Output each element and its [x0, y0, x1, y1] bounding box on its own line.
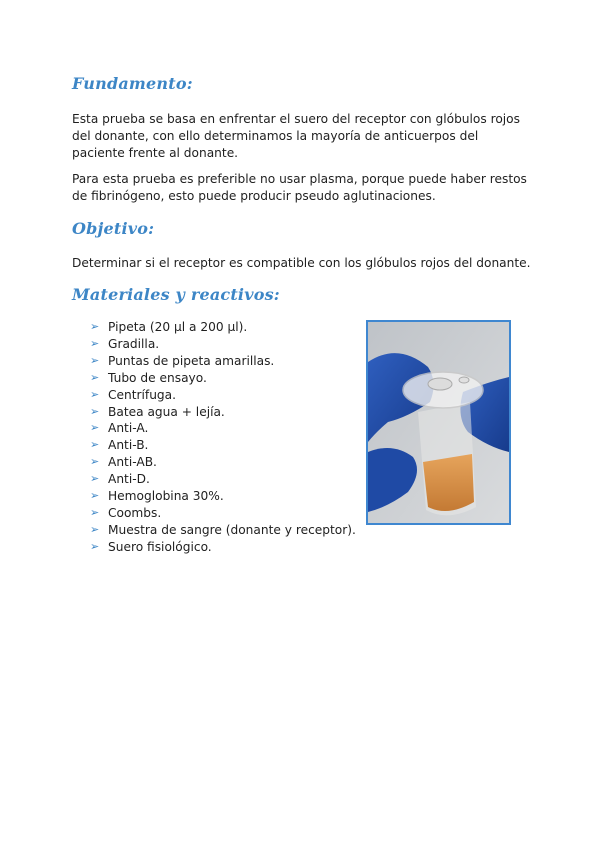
list-item-text: Batea agua + lejía. — [108, 404, 225, 419]
list-item — [90, 488, 356, 505]
heading-fundamento: Fundamento: — [72, 74, 193, 93]
list-item-text: Anti-A. — [108, 421, 149, 436]
arrow-bullet-icon: ➢ — [90, 455, 100, 469]
list-item-text: Puntas de pipeta amarillas. — [108, 353, 275, 368]
list-item — [90, 404, 356, 421]
list-item — [90, 353, 356, 370]
list-item-text: Muestra de sangre (donante y receptor). — [108, 522, 356, 537]
tube-photo — [366, 320, 511, 525]
list-item — [90, 319, 356, 336]
arrow-bullet-icon: ➢ — [90, 387, 100, 401]
arrow-bullet-icon: ➢ — [90, 539, 100, 553]
heading-materiales: Materiales y reactivos: — [72, 285, 280, 304]
list-item-text: Anti-B. — [108, 438, 149, 453]
list-item-text: Coombs. — [108, 505, 162, 520]
list-item — [90, 522, 356, 539]
paragraph-fundamento-1: Esta prueba se basa en enfrentar el suero del receptor con glóbulos rojos del donante, con ello determinamos la mayoría de anticuerpos del paciente frente al donante. — [72, 112, 520, 160]
list-item-text: Hemoglobina 30%. — [108, 489, 224, 504]
list-item — [90, 370, 356, 387]
heading-objetivo: Objetivo: — [72, 219, 155, 238]
materials-list — [90, 319, 356, 556]
list-item-text: Tubo de ensayo. — [108, 370, 207, 385]
list-item — [90, 471, 356, 488]
list-item — [90, 437, 356, 454]
list-item-text: Suero fisiológico. — [108, 539, 212, 554]
arrow-bullet-icon: ➢ — [90, 336, 100, 350]
list-item — [90, 336, 356, 353]
arrow-bullet-icon: ➢ — [90, 438, 100, 452]
list-item — [90, 420, 356, 437]
arrow-bullet-icon: ➢ — [90, 522, 100, 536]
arrow-bullet-icon: ➢ — [90, 505, 100, 519]
list-item — [90, 454, 356, 471]
list-item-text: Pipeta (20 µl a 200 µl). — [108, 320, 248, 334]
paragraph-fundamento-2: Para esta prueba es preferible no usar plasma, porque puede haber restos de fibrinógeno, esto puede producir pseudo aglutinaciones. — [72, 172, 527, 203]
arrow-bullet-icon: ➢ — [90, 404, 100, 418]
arrow-bullet-icon: ➢ — [90, 489, 100, 503]
arrow-bullet-icon: ➢ — [90, 320, 100, 333]
list-item — [90, 387, 356, 404]
list-item — [90, 539, 356, 556]
paragraph-objetivo: Determinar si el receptor es compatible con los glóbulos rojos del donante. — [72, 256, 531, 270]
arrow-bullet-icon: ➢ — [90, 421, 100, 435]
arrow-bullet-icon: ➢ — [90, 472, 100, 486]
list-item-text: Anti-D. — [108, 472, 150, 487]
list-item — [90, 505, 356, 522]
list-item-text: Anti-AB. — [108, 455, 157, 470]
list-item-text: Gradilla. — [108, 336, 160, 351]
arrow-bullet-icon: ➢ — [90, 370, 100, 384]
list-item-text: Centrífuga. — [108, 387, 177, 402]
arrow-bullet-icon: ➢ — [90, 353, 100, 367]
